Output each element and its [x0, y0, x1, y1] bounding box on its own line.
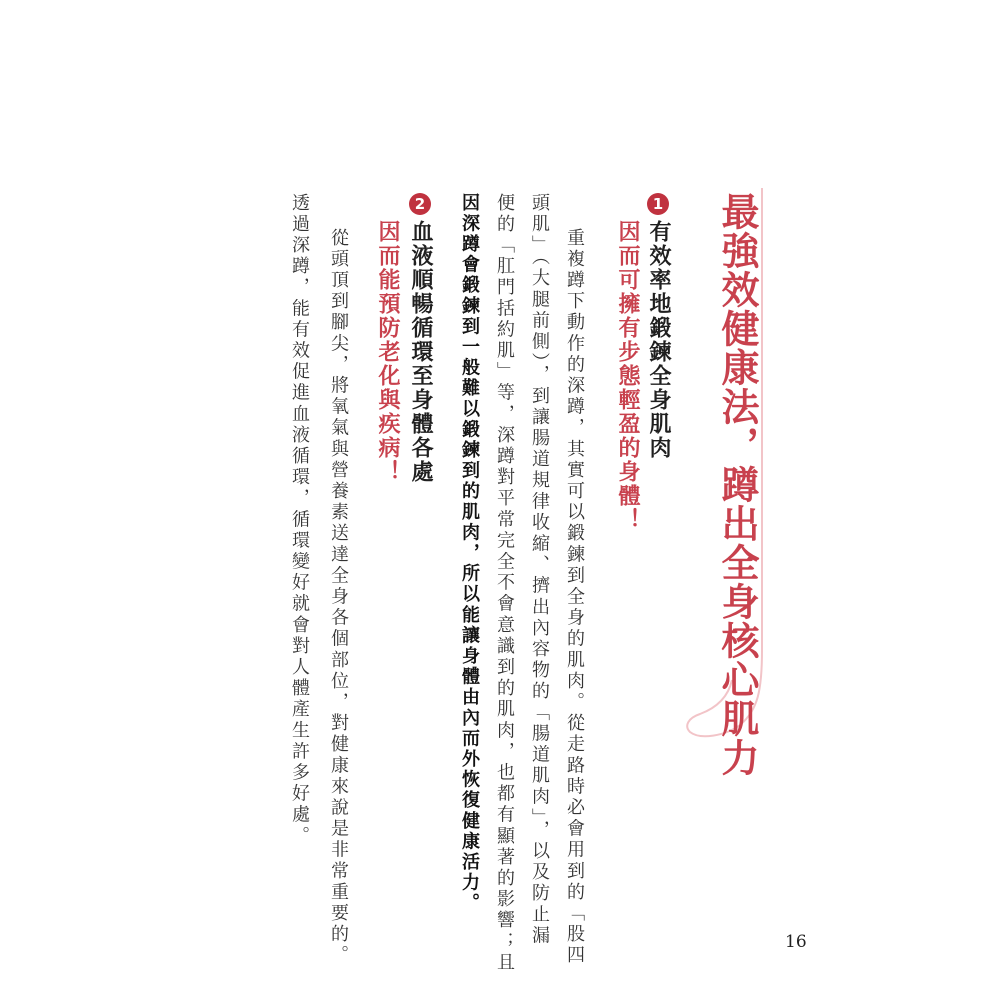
section-number-badge: 1	[647, 193, 669, 215]
section1-body-line: 便的「肛門括約肌」等，深蹲對平常完全不會意識到的肌肉，也都有顯著的影響；且	[494, 193, 515, 974]
page-number: 16	[785, 932, 807, 952]
section2-heading-line1: 血液順暢循環至身體各處	[408, 220, 433, 484]
section2-heading-line2: 因而能預防老化與疾病！	[375, 220, 400, 484]
page-title: 最強效健康法，蹲出全身核心肌力	[715, 192, 760, 777]
section1-heading-line2: 因而可擁有步態輕盈的身體！	[615, 220, 640, 532]
section1-body-line-emphasis: 因深蹲會鍛鍊到一般難以鍛鍊到的肌肉，所以能讓身體由內而外恢復健康活力。	[459, 193, 480, 914]
section1-heading-line1: 有效率地鍛鍊全身肌肉	[646, 220, 671, 460]
section1-body-line: 重複蹲下動作的深蹲，其實可以鍛鍊到全身的肌肉。從走路時必會用到的「股四	[564, 228, 585, 967]
section2-body-line: 透過深蹲，能有效促進血液循環，循環變好就會對人體產生許多好處。	[289, 193, 310, 848]
section-number-badge: 2	[409, 193, 431, 215]
section1-body-line: 頭肌」（大腿前側），到讓腸道規律收縮、擠出內容物的「腸道肌肉」，以及防止漏	[529, 193, 550, 947]
section2-body-line: 從頭頂到腳尖，將氧氣與營養素送達全身各個部位，對健康來說是非常重要的。	[328, 228, 349, 967]
